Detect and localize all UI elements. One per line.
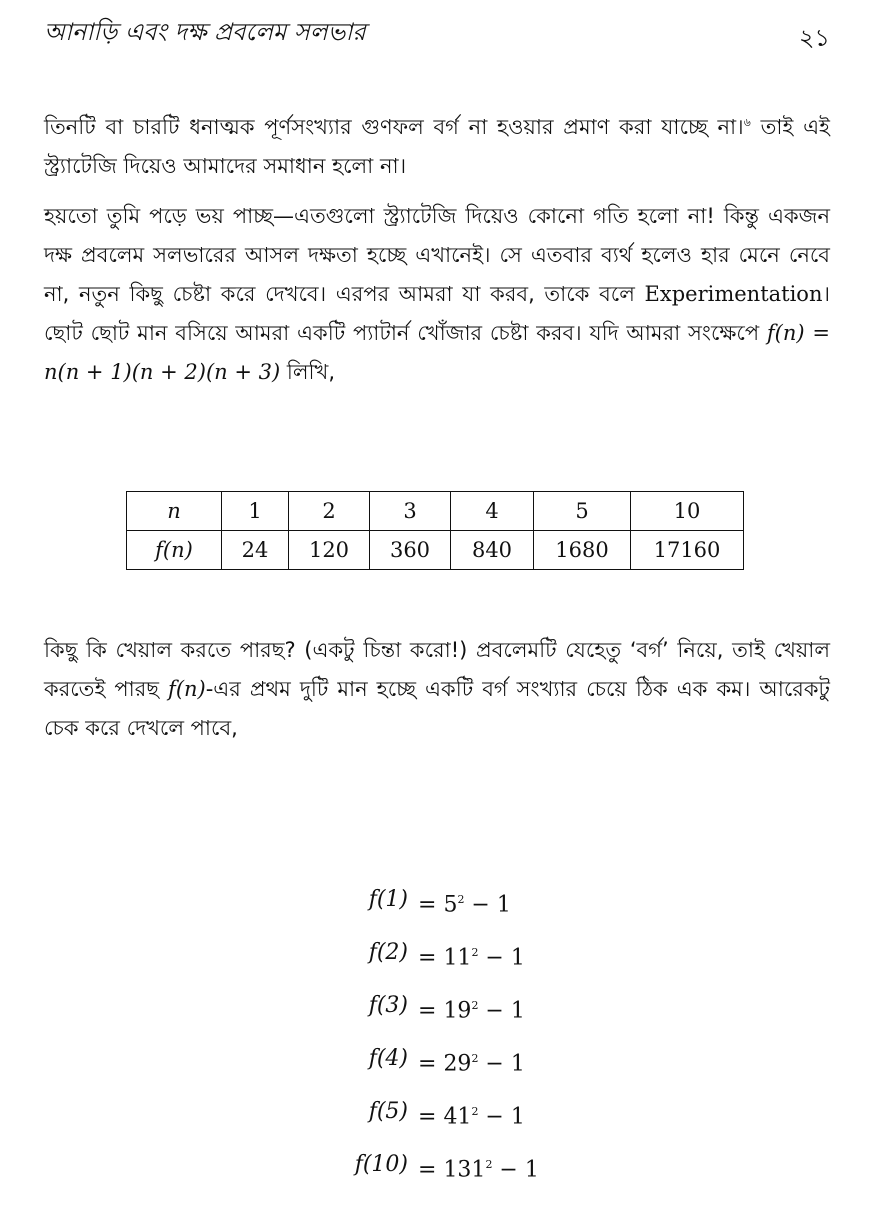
equation-base: 19: [443, 998, 472, 1024]
equation-equals: =: [418, 1104, 437, 1130]
equation-exponent: 2: [471, 998, 479, 1012]
equation-row: [316, 876, 576, 929]
table-row-label-n: n: [127, 492, 222, 531]
running-header-title: আনাড়ি এবং দক্ষ প্রবলেম সলভার: [44, 18, 366, 46]
paragraph-3: [44, 631, 830, 748]
table-cell: 3: [370, 492, 451, 531]
paragraph-3-text: কিছু কি খেয়াল করতে পারছ? (একটু চিন্তা করো!) প্রবলেমটি যেহেতু ‘বর্গ’ নিয়ে, তাই খেয়াল করতেই পারছ: [44, 638, 830, 701]
equation-exponent: 2: [471, 945, 479, 959]
table-cell: 360: [370, 531, 451, 570]
paragraph-2-text2: । ছোট ছোট মান বসিয়ে আমরা একটি প্যাটার্ন খোঁজার চেষ্টা করব। যদি আমরা সংক্ষেপে: [44, 282, 830, 345]
equation-equals: =: [418, 998, 437, 1024]
paragraph-1: [44, 103, 830, 186]
paragraph-1-tail: তাই এই স্ট্র্যাটেজি দিয়েও আমাদের সমাধান হলো না।: [44, 115, 830, 178]
paragraph-2: [44, 197, 830, 392]
equation-tail: − 1: [464, 892, 511, 918]
equation-exponent: 2: [471, 1104, 479, 1118]
table-row-n: [127, 492, 744, 531]
equation-row: [316, 929, 576, 982]
values-table: [126, 491, 744, 570]
equation-row: [316, 1035, 576, 1088]
equation-lhs: f(1): [368, 887, 408, 912]
equation-equals: =: [418, 1156, 437, 1182]
table-cell: 4: [451, 492, 534, 531]
equation-rhs: [418, 1088, 525, 1141]
equation-equals: =: [418, 1051, 437, 1077]
equation-base: 5: [443, 892, 458, 918]
table-cell: 1: [222, 492, 289, 531]
equation-rhs: [418, 929, 525, 982]
equation-rhs: [418, 1141, 539, 1194]
paragraph-1-text: তিনটি বা চারটি ধনাত্মক পূর্ণসংখ্যার গুণফল বর্গ না হওয়ার প্রমাণ করা যাচ্ছে না।: [44, 115, 744, 139]
equation-rhs: [418, 1035, 525, 1088]
equation-tail: − 1: [492, 1156, 539, 1182]
table-cell: 840: [451, 531, 534, 570]
paragraph-2-text: হয়তো তুমি পড়ে ভয় পাচ্ছ—এতগুলো স্ট্র্যাটেজি দিয়েও কোনো গতি হলো না! কিন্তু একজন দক্ষ প্রবলেম সলভারের আসল দক্ষতা হচ্ছে এখানেই। সে এতবার ব্যর্থ হলেও হার মেনে নেবে না, নতুন কিছু চেষ্টা করে দেখবে। এরপর আমরা যা করব, তাকে বলে: [44, 204, 830, 306]
equation-lhs: f(5): [368, 1098, 408, 1124]
footnote-marker: ৬: [743, 116, 751, 129]
table-cell: 5: [534, 492, 631, 531]
equation-tail: − 1: [478, 998, 525, 1024]
equation-list: [316, 876, 576, 1194]
equation-equals: =: [418, 892, 437, 918]
table-cell: 2: [289, 492, 370, 531]
table-row-fn: [127, 531, 744, 570]
equation-lhs: f(2): [368, 939, 408, 965]
equation-exponent: 2: [471, 1051, 479, 1065]
equation-tail: − 1: [478, 1104, 525, 1130]
equation-row: [316, 982, 576, 1035]
page-number: ২১: [798, 24, 830, 52]
inline-formula-fn: f(n) = n(n + 1)(n + 2)(n + 3): [44, 321, 830, 384]
equation-base: 131: [443, 1156, 486, 1182]
table-cell: 120: [289, 531, 370, 570]
equation-lhs: f(10): [354, 1151, 408, 1177]
equation-row: [316, 1141, 576, 1194]
equation-exponent: 2: [457, 893, 465, 906]
equation-row: [316, 1088, 576, 1141]
table-cell: 17160: [631, 531, 744, 570]
equation-exponent: 2: [485, 1157, 493, 1171]
equation-equals: =: [418, 945, 437, 971]
table-cell: 1680: [534, 531, 631, 570]
paragraph-2-text3: লিখি,: [280, 360, 335, 384]
inline-formula-fn-short: f(n): [168, 677, 206, 701]
table-cell: 10: [631, 492, 744, 531]
paragraph-3-text2: -এর প্রথম দুটি মান হচ্ছে একটি বর্গ সংখ্যার চেয়ে ঠিক এক কম। আরেকটু চেক করে দেখলে পাবে,: [44, 677, 830, 740]
experimentation-term: Experimentation: [644, 282, 823, 306]
equation-rhs: [418, 876, 511, 929]
equation-rhs: [418, 982, 525, 1035]
equation-base: 11: [443, 945, 472, 971]
equation-base: 29: [443, 1051, 472, 1077]
table-cell: 24: [222, 531, 289, 570]
equation-base: 41: [443, 1104, 472, 1130]
table-row-label-fn: f(n): [127, 531, 222, 570]
equation-tail: − 1: [478, 1051, 525, 1077]
equation-tail: − 1: [478, 945, 525, 971]
equation-lhs: f(4): [368, 1045, 408, 1071]
equation-lhs: f(3): [368, 992, 408, 1018]
